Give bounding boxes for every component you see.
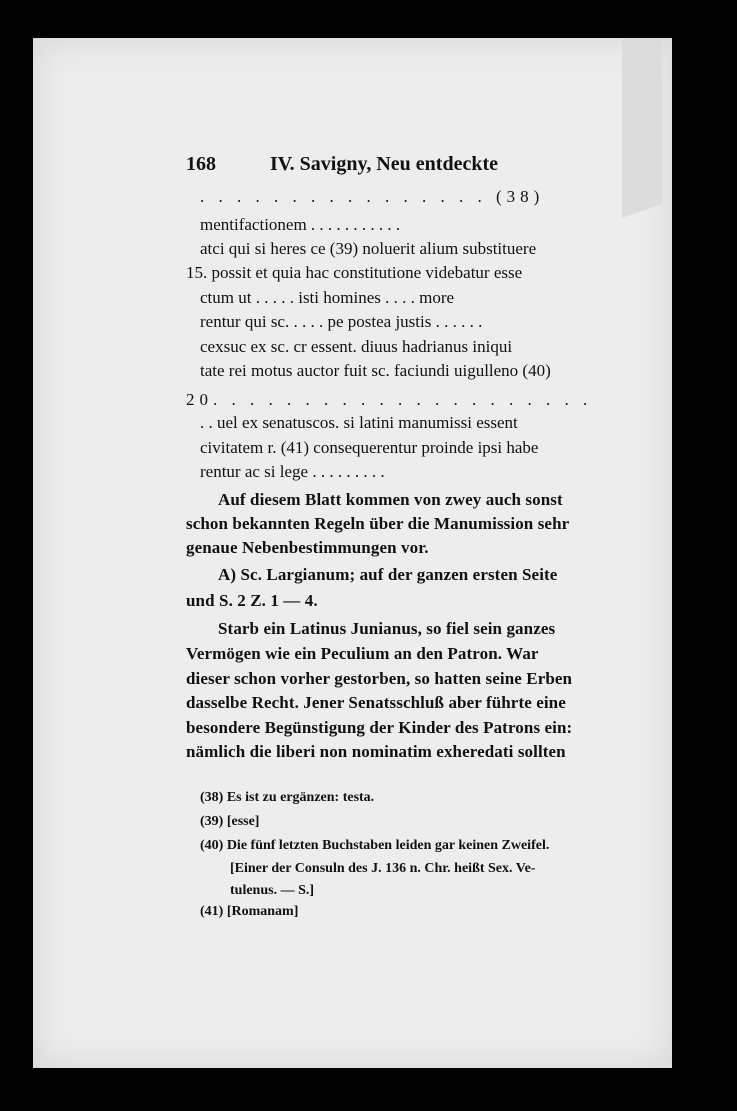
commentary-line: nämlich die liberi non nominatim exheredati sollten <box>186 742 566 761</box>
latin-line: rentur qui sc. . . . . pe postea justis . . . . . . <box>200 312 483 331</box>
latin-line: 20. . . . . . . . . . . . . . . . . . . . . <box>186 390 593 409</box>
latin-line: cexsuc ex sc. cr essent. diuus hadrianus iniqui <box>200 337 513 356</box>
footnote: (41) [Romanam] <box>200 904 299 919</box>
commentary-line: A) Sc. Largianum; auf der ganzen ersten Seite <box>218 565 558 584</box>
latin-line: tate rei motus auctor fuit sc. faciundi uigulleno (40) <box>200 361 551 380</box>
latin-line: civitatem r. (41) consequerentur proinde ipsi habe <box>200 438 539 457</box>
commentary-line: Starb ein Latinus Junianus, so fiel sein ganzes <box>218 619 556 638</box>
running-title: IV. Savigny, Neu entdeckte <box>270 153 498 175</box>
footnote: tulenus. — S.] <box>230 883 315 898</box>
footnote: (40) Die fünf letzten Buchstaben leiden gar keinen Zweifel. <box>200 838 550 853</box>
latin-line: rentur ac si lege . . . . . . . . . <box>200 462 385 481</box>
commentary-line: dieser schon vorher gestorben, so hatten seine Erben <box>186 669 573 688</box>
latin-line: ctum ut . . . . . isti homines . . . . more <box>200 288 455 307</box>
latin-line: 15. possit et quia hac constitutione videbatur esse <box>186 263 523 282</box>
commentary-line: und S. 2 Z. 1 — 4. <box>186 591 318 610</box>
commentary-line: genaue Nebenbestimmungen vor. <box>186 538 429 557</box>
commentary-line: dasselbe Recht. Jener Senatsschluß aber führte eine <box>186 693 566 712</box>
latin-line: . . uel ex senatuscos. si latini manumissi essent <box>200 413 518 432</box>
page-number: 168 <box>186 153 216 175</box>
commentary-line: schon bekannten Regeln über die Manumission sehr <box>186 514 570 533</box>
commentary-line: Auf diesem Blatt kommen von zwey auch sonst <box>218 490 563 509</box>
footnote: (38) Es ist zu ergänzen: testa. <box>200 790 375 805</box>
latin-line: . . . . . . . . . . . . . . . . (38) <box>200 187 545 206</box>
commentary-line: Vermögen wie ein Peculium an den Patron. War <box>186 644 539 663</box>
footnote: (39) [esse] <box>200 814 260 829</box>
latin-line: mentifactionem . . . . . . . . . . . <box>200 215 401 234</box>
latin-line: atci qui si heres ce (39) noluerit alium substituere <box>200 239 537 258</box>
commentary-line: besondere Begünstigung der Kinder des Patrons ein: <box>186 718 573 737</box>
footnote: [Einer der Consuln des J. 136 n. Chr. heißt Sex. Ve- <box>230 861 536 876</box>
